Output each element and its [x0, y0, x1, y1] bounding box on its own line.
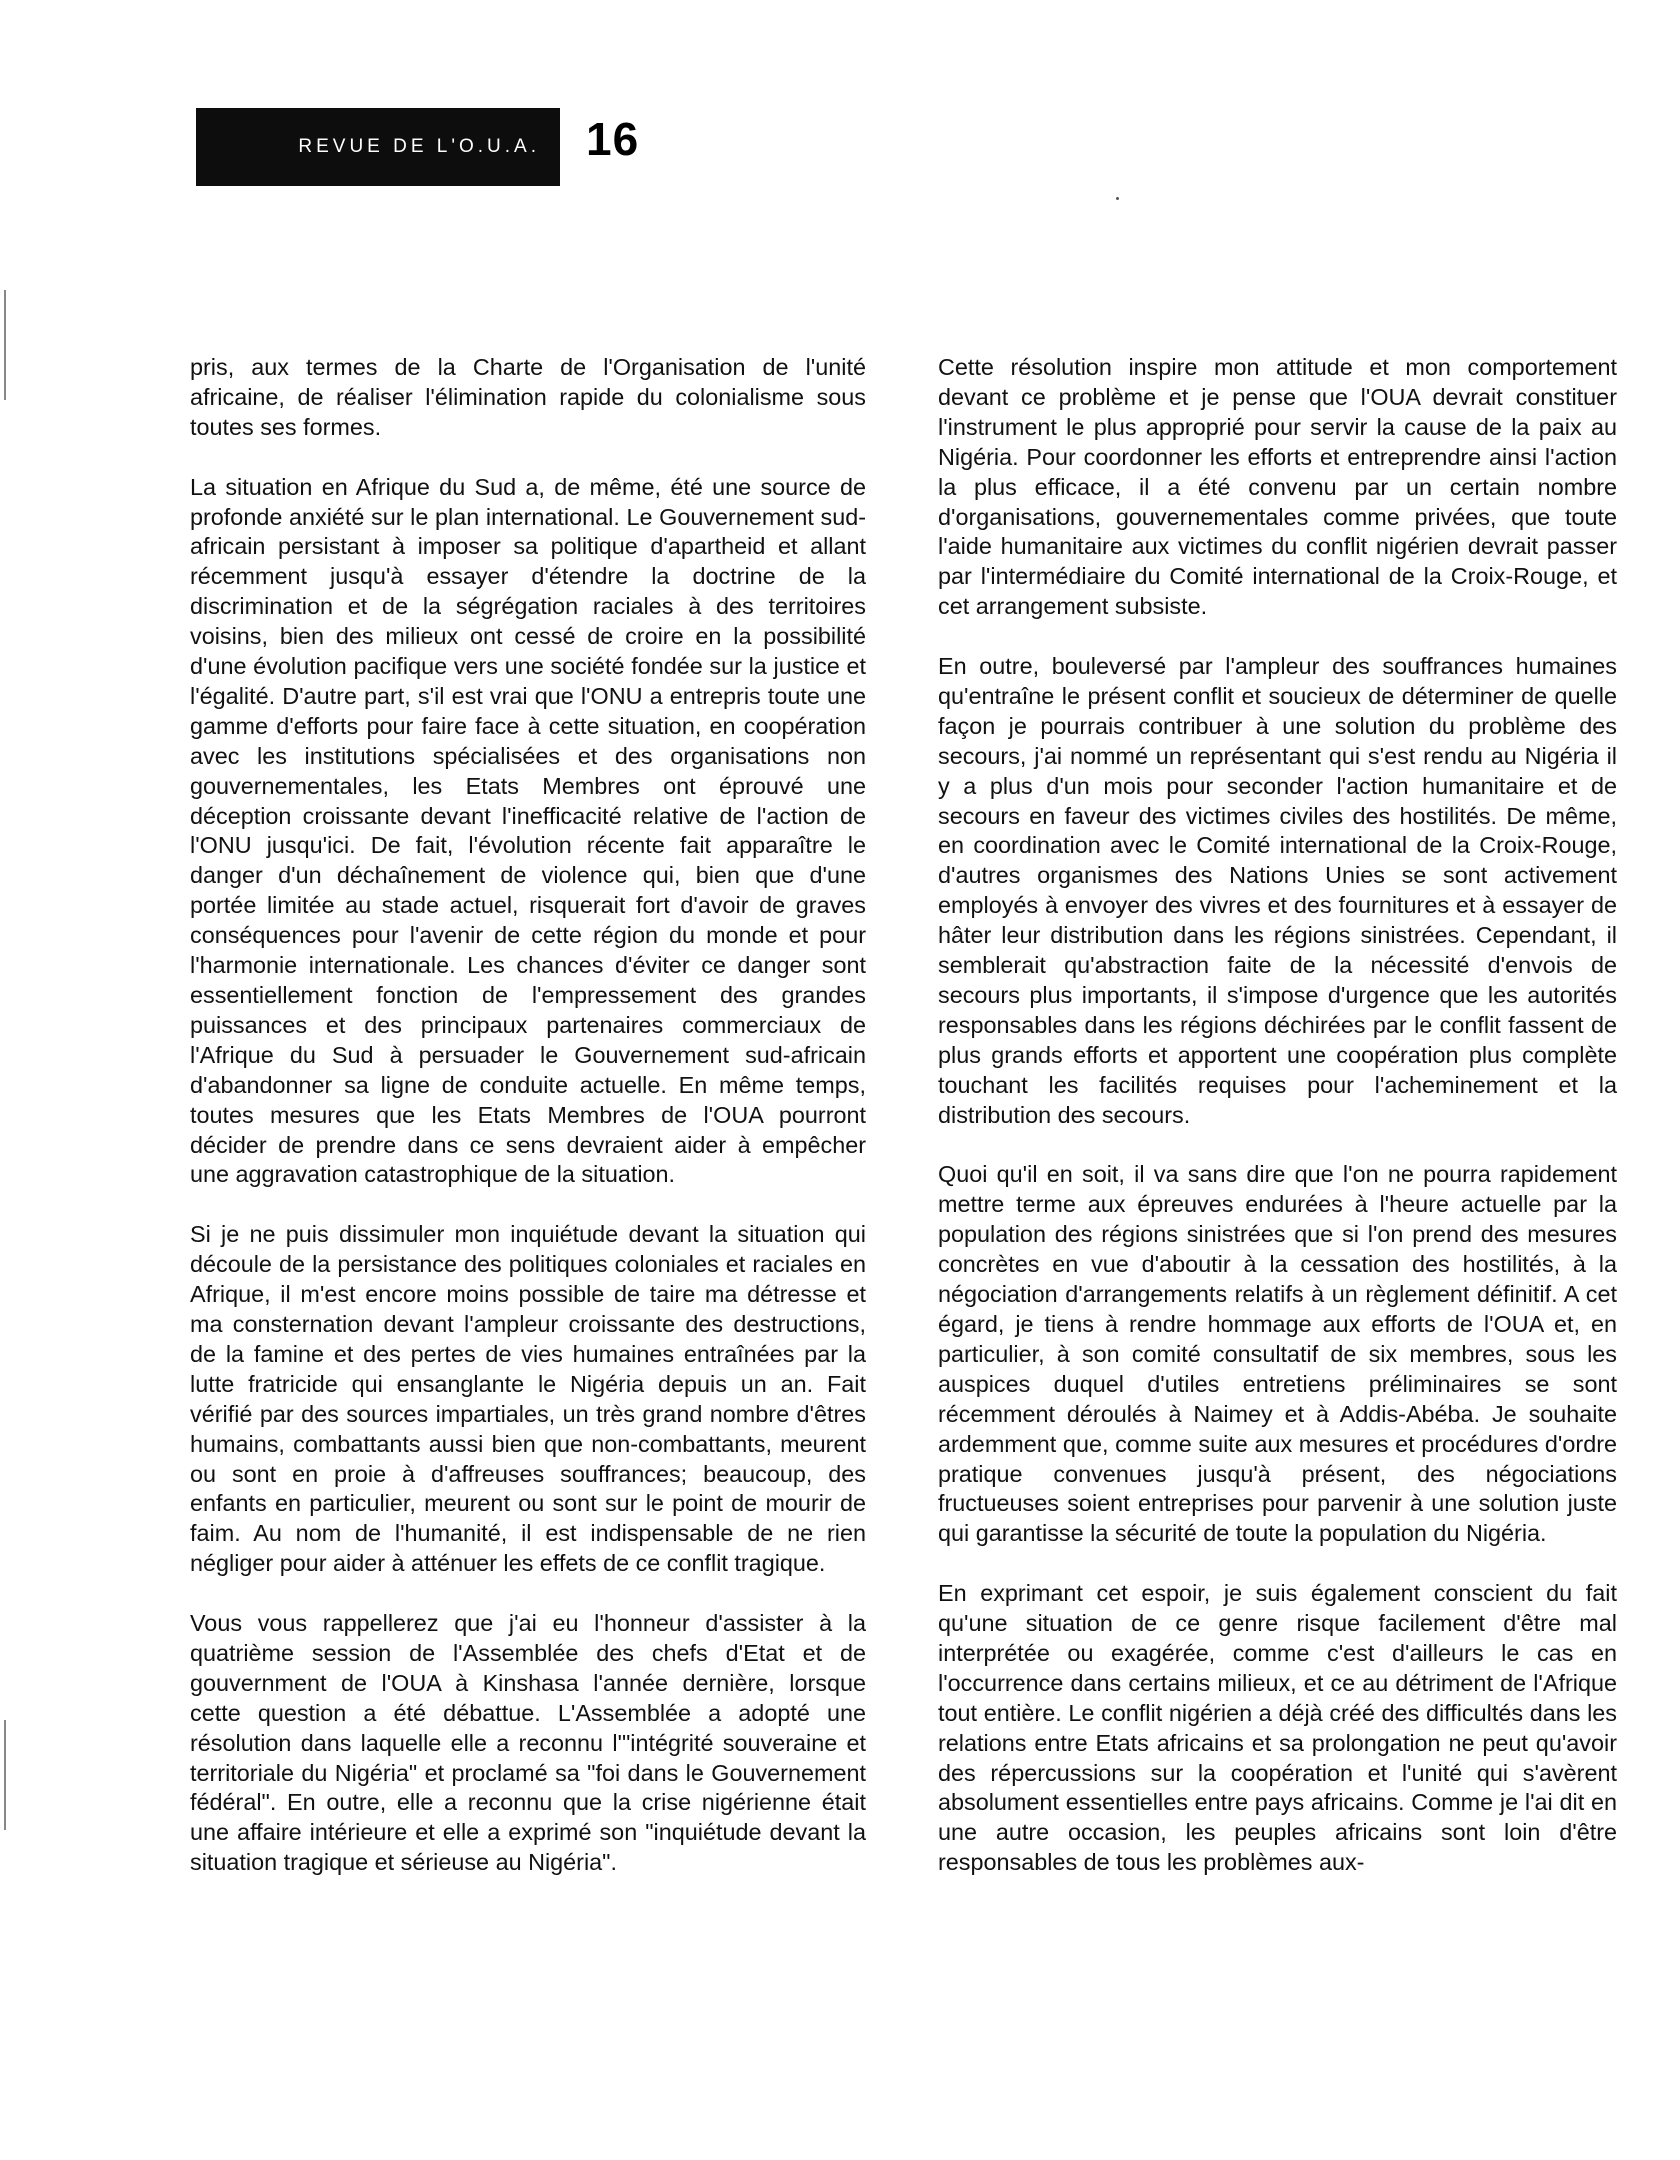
- journal-title: REVUE DE L'O.U.A.: [298, 136, 540, 157]
- paragraph: La situation en Afrique du Sud a, de même, été une source de profonde anxiété sur le plan international. Le Gouvernement sud-africain persistant à imposer sa politique d'apartheid et allant récemment jusqu'à essayer d'étendre la doctrine de la discrimination et de la ségrégation raciales à des territoires voisins, bien des milieux ont cessé de croire en la possibilité d'une évolution pacifique vers une société fondée sur la justice et l'égalité. D'autre part, s'il est vrai que l'ONU a entrepris toute une gamme d'efforts pour faire face à cette situation, en coopération avec les institutions spécialisées et des organisations non gouvernementales, les Etats Membres ont éprouvé une déception croissante devant l'inefficacité relative de l'action de l'ONU jusqu'ici. De fait, l'évolution récente fait apparaître le danger d'un déchaînement de violence qui, bien que d'une portée limitée au stade actuel, risquerait fort d'avoir de graves conséquences pour l'avenir de cette région du monde et pour l'harmonie internationale. Les chances d'éviter ce danger sont essentiellement fonction de l'empressement des grandes puissances et des principaux partenaires commerciaux de l'Afrique du Sud à persuader le Gouvernement sud-africain d'abandonner sa ligne de conduite actuelle. En même temps, toutes mesures que les Etats Membres de l'OUA pourront décider de prendre dans ce sens devraient aider à empêcher une aggravation catastrophique de la situation.: [190, 473, 866, 1188]
- right-text-column: [938, 353, 1617, 1908]
- paragraph: Quoi qu'il en soit, il va sans dire que l'on ne pourra rapidement mettre terme aux épreuves endurées à l'heure actuelle par la population des régions sinistrées que si l'on prend des mesures concrètes en vue d'aboutir à la cessation des hostilités, à la négociation d'arrangements relatifs à un règlement définitif. A cet égard, je tiens à rendre hommage aux efforts de l'OUA et, en particulier, à son comité consultatif de six membres, sous les auspices duquel d'utiles entretiens préliminaires se sont récemment déroulés à Naimey et à Addis-Abéba. Je souhaite ardemment que, comme suite aux mesures et procédures d'ordre pratique convenues jusqu'à présent, des négociations fructueuses soient entreprises pour parvenir à une solution juste qui garantisse la sécurité de toute la population du Nigéria.: [938, 1161, 1617, 1547]
- scan-speck: [1116, 197, 1119, 200]
- paragraph: Si je ne puis dissimuler mon inquiétude devant la situation qui découle de la persistance des politiques coloniales et raciales en Afrique, il m'est encore moins possible de taire ma détresse et ma consternation devant l'ampleur croissante des destructions, de la famine et des pertes de vies humaines entraînées par la lutte fratricide qui ensanglante le Nigéria depuis un an. Fait vérifié par des sources impartiales, un très grand nombre d'êtres humains, combattants aussi bien que non-combattants, meurent ou sont en proie à d'affreuses souffrances; beaucoup, des enfants en particulier, meurent ou sont sur le point de mourir de faim. Au nom de l'humanité, il est indispensable de ne rien négliger pour aider à atténuer les effets de ce conflit tragique.: [190, 1221, 866, 1577]
- paragraph: En outre, bouleversé par l'ampleur des souffrances humaines qu'entraîne le présent conflit et soucieux de déterminer de quelle façon je pourrais contribuer à une solution du problème des secours, j'ai nommé un représentant qui s'est rendu au Nigéria il y a plus d'un mois pour seconder l'action humanitaire et de secours en faveur des victimes civiles des hostilités. De même, en coordination avec le Comité international de la Croix-Rouge, d'autres organismes des Nations Unies se sont activement employés à envoyer des vivres et des fournitures et à essayer de hâter leur distribution dans les régions sinistrées. Cependant, il semblerait qu'abstraction faite de la nécessité d'envois de secours plus importants, il s'impose d'urgence que les autorités responsables dans les régions déchirées par le conflit fassent de plus grands efforts et apportent une coopération plus complète touchant les facilités requises pour l'acheminement et la distribution des secours.: [938, 653, 1617, 1128]
- paragraph: Vous vous rappellerez que j'ai eu l'honneur d'assister à la quatrième session de l'Assemblée des chefs d'Etat et de gouvernment de l'OUA à Kinshasa l'année dernière, lorsque cette question a été débattue. L'Assemblée a adopté une résolution dans laquelle elle a reconnu l'"intégrité souveraine et territoriale du Nigéria" et proclamé sa "foi dans le Gouvernement fédéral". En outre, elle a reconnu que la crise nigérienne était une affaire intérieure et elle a exprimé son "inquiétude devant la situation tragique et sérieuse au Nigéria".: [190, 1610, 866, 1876]
- page-number: 16: [586, 113, 640, 165]
- paragraph: Cette résolution inspire mon attitude et mon comportement devant ce problème et je pense que l'OUA devrait constituer l'instrument le plus approprié pour servir la cause de la paix au Nigéria. Pour coordonner les efforts et entreprendre ainsi l'action la plus efficace, il a été convenu par un certain nombre d'organisations, gouvernementales comme privées, que toute l'aide humanitaire aux victimes du conflit nigérien devrait passer par l'intermédiaire du Comité international de la Croix-Rouge, et cet arrangement subsiste.: [938, 354, 1617, 620]
- scan-edge-mark: [4, 290, 6, 400]
- paragraph: En exprimant cet espoir, je suis également conscient du fait qu'une situation de ce genre risque facilement d'être mal interprétée ou exagérée, comme c'est d'ailleurs le cas en l'occurrence dans certains milieux, et ce au détriment de l'Afrique tout entière. Le conflit nigérien a déjà créé des difficultés dans les relations entre Etats africains et sa prolongation ne peut qu'avoir des répercussions sur la coopération et l'unité qui s'avèrent absolument essentielles entre pays africains. Comme je l'ai dit en une autre occasion, les peuples africains sont loin d'être responsables de tous les problèmes aux-: [938, 1580, 1617, 1876]
- left-text-column: [190, 353, 866, 1908]
- running-header-bar: [196, 108, 560, 186]
- paragraph: pris, aux termes de la Charte de l'Organisation de l'unité africaine, de réaliser l'élimination rapide du colonialisme sous toutes ses formes.: [190, 354, 866, 440]
- scan-edge-mark: [4, 1720, 6, 1830]
